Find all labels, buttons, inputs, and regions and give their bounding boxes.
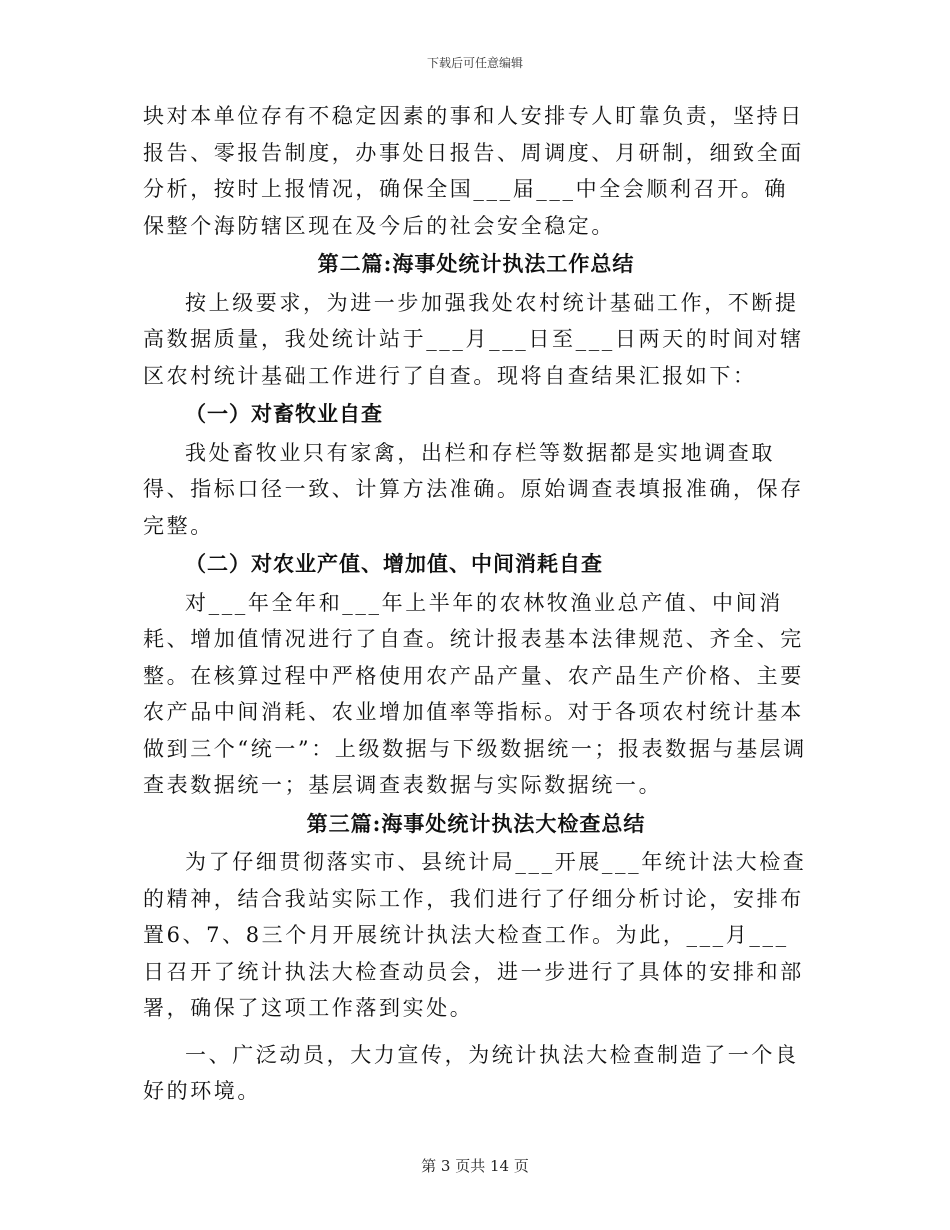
- body-paragraph: 按上级要求，为进一步加强我处农村统计基础工作，不断提高数据质量，我处统计站于___月___日至___日两天的时间对辖区农村统计基础工作进行了自查。现将自查结果汇报如下：: [143, 290, 804, 388]
- sub-section-title: （一）对畜牧业自查: [185, 401, 383, 426]
- body-paragraph: 为了仔细贯彻落实市、县统计局___开展___年统计法大检查的精神，结合我站实际工作，我们进行了仔细分析讨论，安排布置6、7、8三个月开展统计执法大检查工作。为此，___月___日召开了统计执法大检查动员会，进一步进行了具体的安排和部署，确保了这项工作落到实处。: [143, 850, 807, 1020]
- body-paragraph: 我处畜牧业只有家禽，出栏和存栏等数据都是实地调查取得、指标口径一致、计算方法准确。原始调查表填报准确，保存完整。: [143, 440, 804, 538]
- page-number-footer: 第 3 页共 14 页: [421, 1157, 529, 1175]
- section-title: 第三篇:海事处统计执法大检查总结: [306, 810, 646, 836]
- sub-section-title: （二）对农业产值、增加值、中间消耗自查: [185, 551, 603, 576]
- body-paragraph: 对___年全年和___年上半年的农林牧渔业总产值、中间消耗、增加值情况进行了自查。统计报表基本法律规范、齐全、完整。在核算过程中严格使用农产品产量、农产品生产价格、主要农产品中间消耗、农业增加值率等指标。对于各项农村统计基本做到三个“统一”：上级数据与下级数据统一；报表数据与基层调查表数据统一；基层调查表数据与实际数据统一。: [143, 590, 807, 797]
- body-paragraph: 块对本单位存有不稳定因素的事和人安排专人盯靠负责，坚持日报告、零报告制度，办事处日报告、周调度、月研制，细致全面分析，按时上报情况，确保全国___届___中全会顺利召开。确保整个海防辖区现在及今后的社会安全稳定。: [143, 104, 804, 238]
- body-paragraph: 一、广泛动员，大力宣传，为统计执法大检查制造了一个良好的环境。: [143, 1042, 799, 1103]
- page-header-note: 下载后可任意编辑: [426, 56, 523, 70]
- document-body: [143, 98, 809, 1110]
- section-title: 第二篇:海事处统计执法工作总结: [317, 251, 635, 276]
